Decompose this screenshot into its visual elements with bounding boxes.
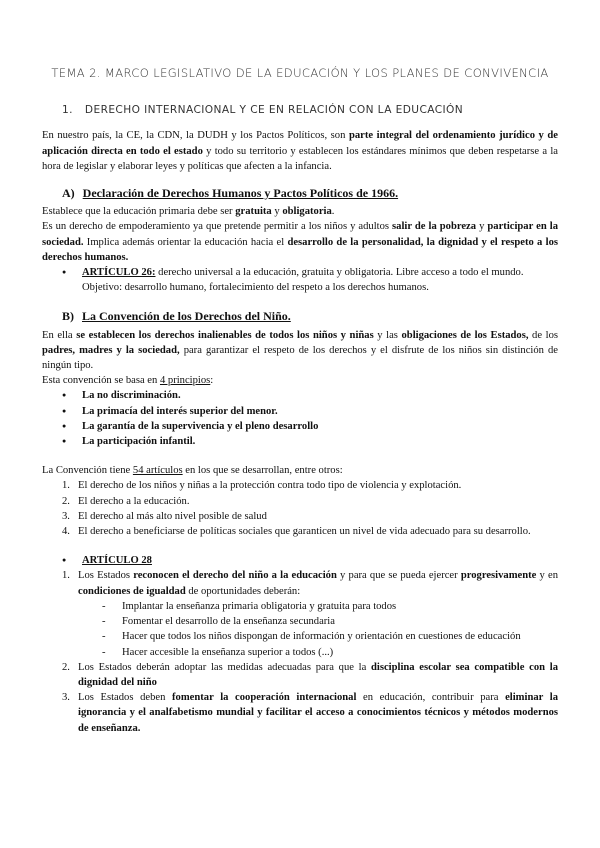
dash-list (102, 599, 558, 660)
intro-paragraph (42, 128, 558, 174)
article-28-items (62, 568, 558, 735)
list-item: - Implantar la enseñanza primaria obligatoria y gratuita para todos (102, 599, 558, 614)
bold-text: participar en la sociedad. (42, 221, 558, 248)
text: Implica además orientar la educación hacia el (83, 236, 288, 248)
section-1-number: 1. (62, 104, 73, 117)
text: en los que se desarrollan, entre otros: (182, 465, 343, 477)
list-item (62, 434, 558, 449)
list-item (62, 568, 558, 659)
principles-list (62, 388, 558, 449)
text: . (331, 206, 335, 218)
text: en educación, contribuir para (356, 692, 506, 704)
text: y (271, 206, 283, 218)
bold-text: gratuita (235, 206, 272, 218)
section-b-letter: B) (62, 309, 74, 324)
item-number: 3. (62, 510, 70, 522)
section-a-list (62, 265, 558, 295)
section-b-heading (62, 309, 558, 324)
item-number: 1. (62, 480, 70, 492)
item-text: El derecho a la educación. (78, 495, 190, 507)
text: Es un derecho de empoderamiento ya que pretende permitir a los niños y adultos (42, 221, 393, 233)
section-a-paragraph-1 (42, 204, 558, 219)
list-item (62, 660, 558, 690)
list-item (62, 494, 558, 509)
principle-text: La garantía de la supervivencia y el pleno desarrollo (82, 420, 319, 432)
intro-bold: parte integral del ordenamiento jurídico y de aplicación directa en todo el estado (42, 130, 558, 157)
section-1-heading (62, 103, 558, 118)
bold-text: condiciones de igualdad (78, 585, 186, 597)
section-b-paragraph-3 (42, 463, 558, 478)
list-item (62, 690, 558, 736)
text: de oportunidades deberán: (185, 585, 301, 597)
bold-text: salir de la pobreza (392, 221, 477, 233)
text: y en (536, 570, 558, 582)
text: Esta convención se basa en (42, 375, 160, 387)
text: de los (528, 329, 558, 341)
intro-text-1: En nuestro país, la CE, la CDN, la DUDH y los Pactos Políticos, son (42, 130, 349, 142)
bold-text: disciplina escolar sea compatible con la dignidad del niño (78, 661, 558, 688)
list-item (62, 478, 558, 493)
list-item (62, 265, 558, 295)
bold-text: obligatoria (282, 206, 332, 218)
text: Los Estados deberán adoptar las medidas adecuadas para que la (78, 661, 372, 673)
principle-text: La no discriminación. (82, 390, 181, 402)
text: : (210, 375, 214, 387)
list-item (62, 419, 558, 434)
text: Los Estados deben (78, 692, 172, 704)
text: y (476, 221, 488, 233)
list-item: - Hacer que todos los niños dispongan de información y orientación en cuestiones de educación (102, 629, 558, 644)
item-number: 2. (62, 661, 70, 673)
underlined-text: 54 artículos (132, 465, 183, 477)
text: La Convención tiene (42, 465, 133, 477)
section-b-paragraph-2 (42, 373, 558, 388)
bold-text: progresivamente (460, 570, 537, 582)
list-item (62, 524, 558, 539)
bold-text: reconocen el derecho del niño a la educación (133, 570, 337, 582)
text: En ella (42, 329, 77, 341)
principle-text: La primacía del interés superior del menor. (82, 405, 278, 417)
text: y las (373, 329, 402, 341)
article-26-text: derecho universal a la educación, gratuita y obligatoria. Libre acceso a todo el mundo. Objetivo: desarrollo humano, fortalecimiento del respeto a los derechos humanos. (82, 267, 524, 294)
item-number: 2. (62, 495, 70, 507)
section-b-paragraph-1 (42, 328, 558, 374)
section-a-letter: A) (62, 186, 75, 201)
list-item (62, 509, 558, 524)
text: Los Estados (78, 570, 134, 582)
text: para garantizar el respeto de los derechos y el disfrute de los niños sin distinción de ningún tipo. (42, 344, 558, 372)
list-item (62, 553, 558, 568)
text: Establece que la educación primaria debe ser (42, 206, 236, 218)
article-28-label: ARTÍCULO 28 (82, 555, 152, 567)
bold-text: se establecen los derechos inalienables de todos los niños y niñas (76, 329, 374, 341)
article-28-list (62, 553, 558, 568)
principle-text: La participación infantil. (82, 436, 196, 448)
bold-text: fomentar la cooperación internacional (172, 692, 357, 704)
item-number: 4. (62, 526, 70, 538)
section-a-title: Declaración de Derechos Humanos y Pactos Políticos de 1966. (82, 186, 399, 201)
spacer (42, 449, 558, 463)
list-item: - Hacer accesible la enseñanza superior a todos (...) (102, 645, 558, 660)
section-1-text: DERECHO INTERNACIONAL Y CE EN RELACIÓN CON LA EDUCACIÓN (84, 104, 464, 117)
article-26-label: ARTÍCULO 26: (82, 267, 156, 279)
section-b-title: La Convención de los Derechos del Niño. (82, 309, 291, 324)
list-item (62, 388, 558, 403)
list-item (62, 404, 558, 419)
list-item: - Fomentar el desarrollo de la enseñanza secundaria (102, 614, 558, 629)
document-title: TEMA 2. MARCO LEGISLATIVO DE LA EDUCACIÓN Y LOS PLANES DE CONVIVENCIA (51, 66, 549, 80)
section-a-paragraph-2 (42, 219, 558, 265)
item-number: 1. (62, 570, 70, 582)
spacer (42, 539, 558, 553)
text: y para que se pueda ejercer (336, 570, 461, 582)
item-text: El derecho de los niños y niñas a la protección contra todo tipo de violencia y explotación. (78, 480, 462, 492)
underlined-text: 4 principios (159, 375, 211, 387)
bold-text: desarrollo de la personalidad, la dignidad y el respeto a los derechos humanos. (42, 236, 559, 263)
item-text: El derecho al más alto nivel posible de salud (78, 510, 267, 522)
item-number: 3. (62, 692, 70, 704)
bold-text: padres, madres y la sociedad, (42, 344, 180, 356)
intro-text-2: y todo su territorio y establecen los estándares mínimos que deben respetarse a la hora de legislar y elaborar leyes y políticas que afecten a la infancia. (42, 145, 558, 172)
section-a-heading (62, 186, 558, 201)
bold-text: eliminar la ignorancia y el analfabetismo mundial y facilitar el acceso a conocimientos técnicos y métodos modernos de enseñanza. (78, 692, 559, 734)
rights-list (62, 478, 558, 539)
item-text: El derecho a beneficiarse de políticas sociales que garanticen un nivel de vida adecuado para su desarrollo. (78, 526, 531, 538)
bold-text: obligaciones de los Estados, (401, 329, 529, 341)
